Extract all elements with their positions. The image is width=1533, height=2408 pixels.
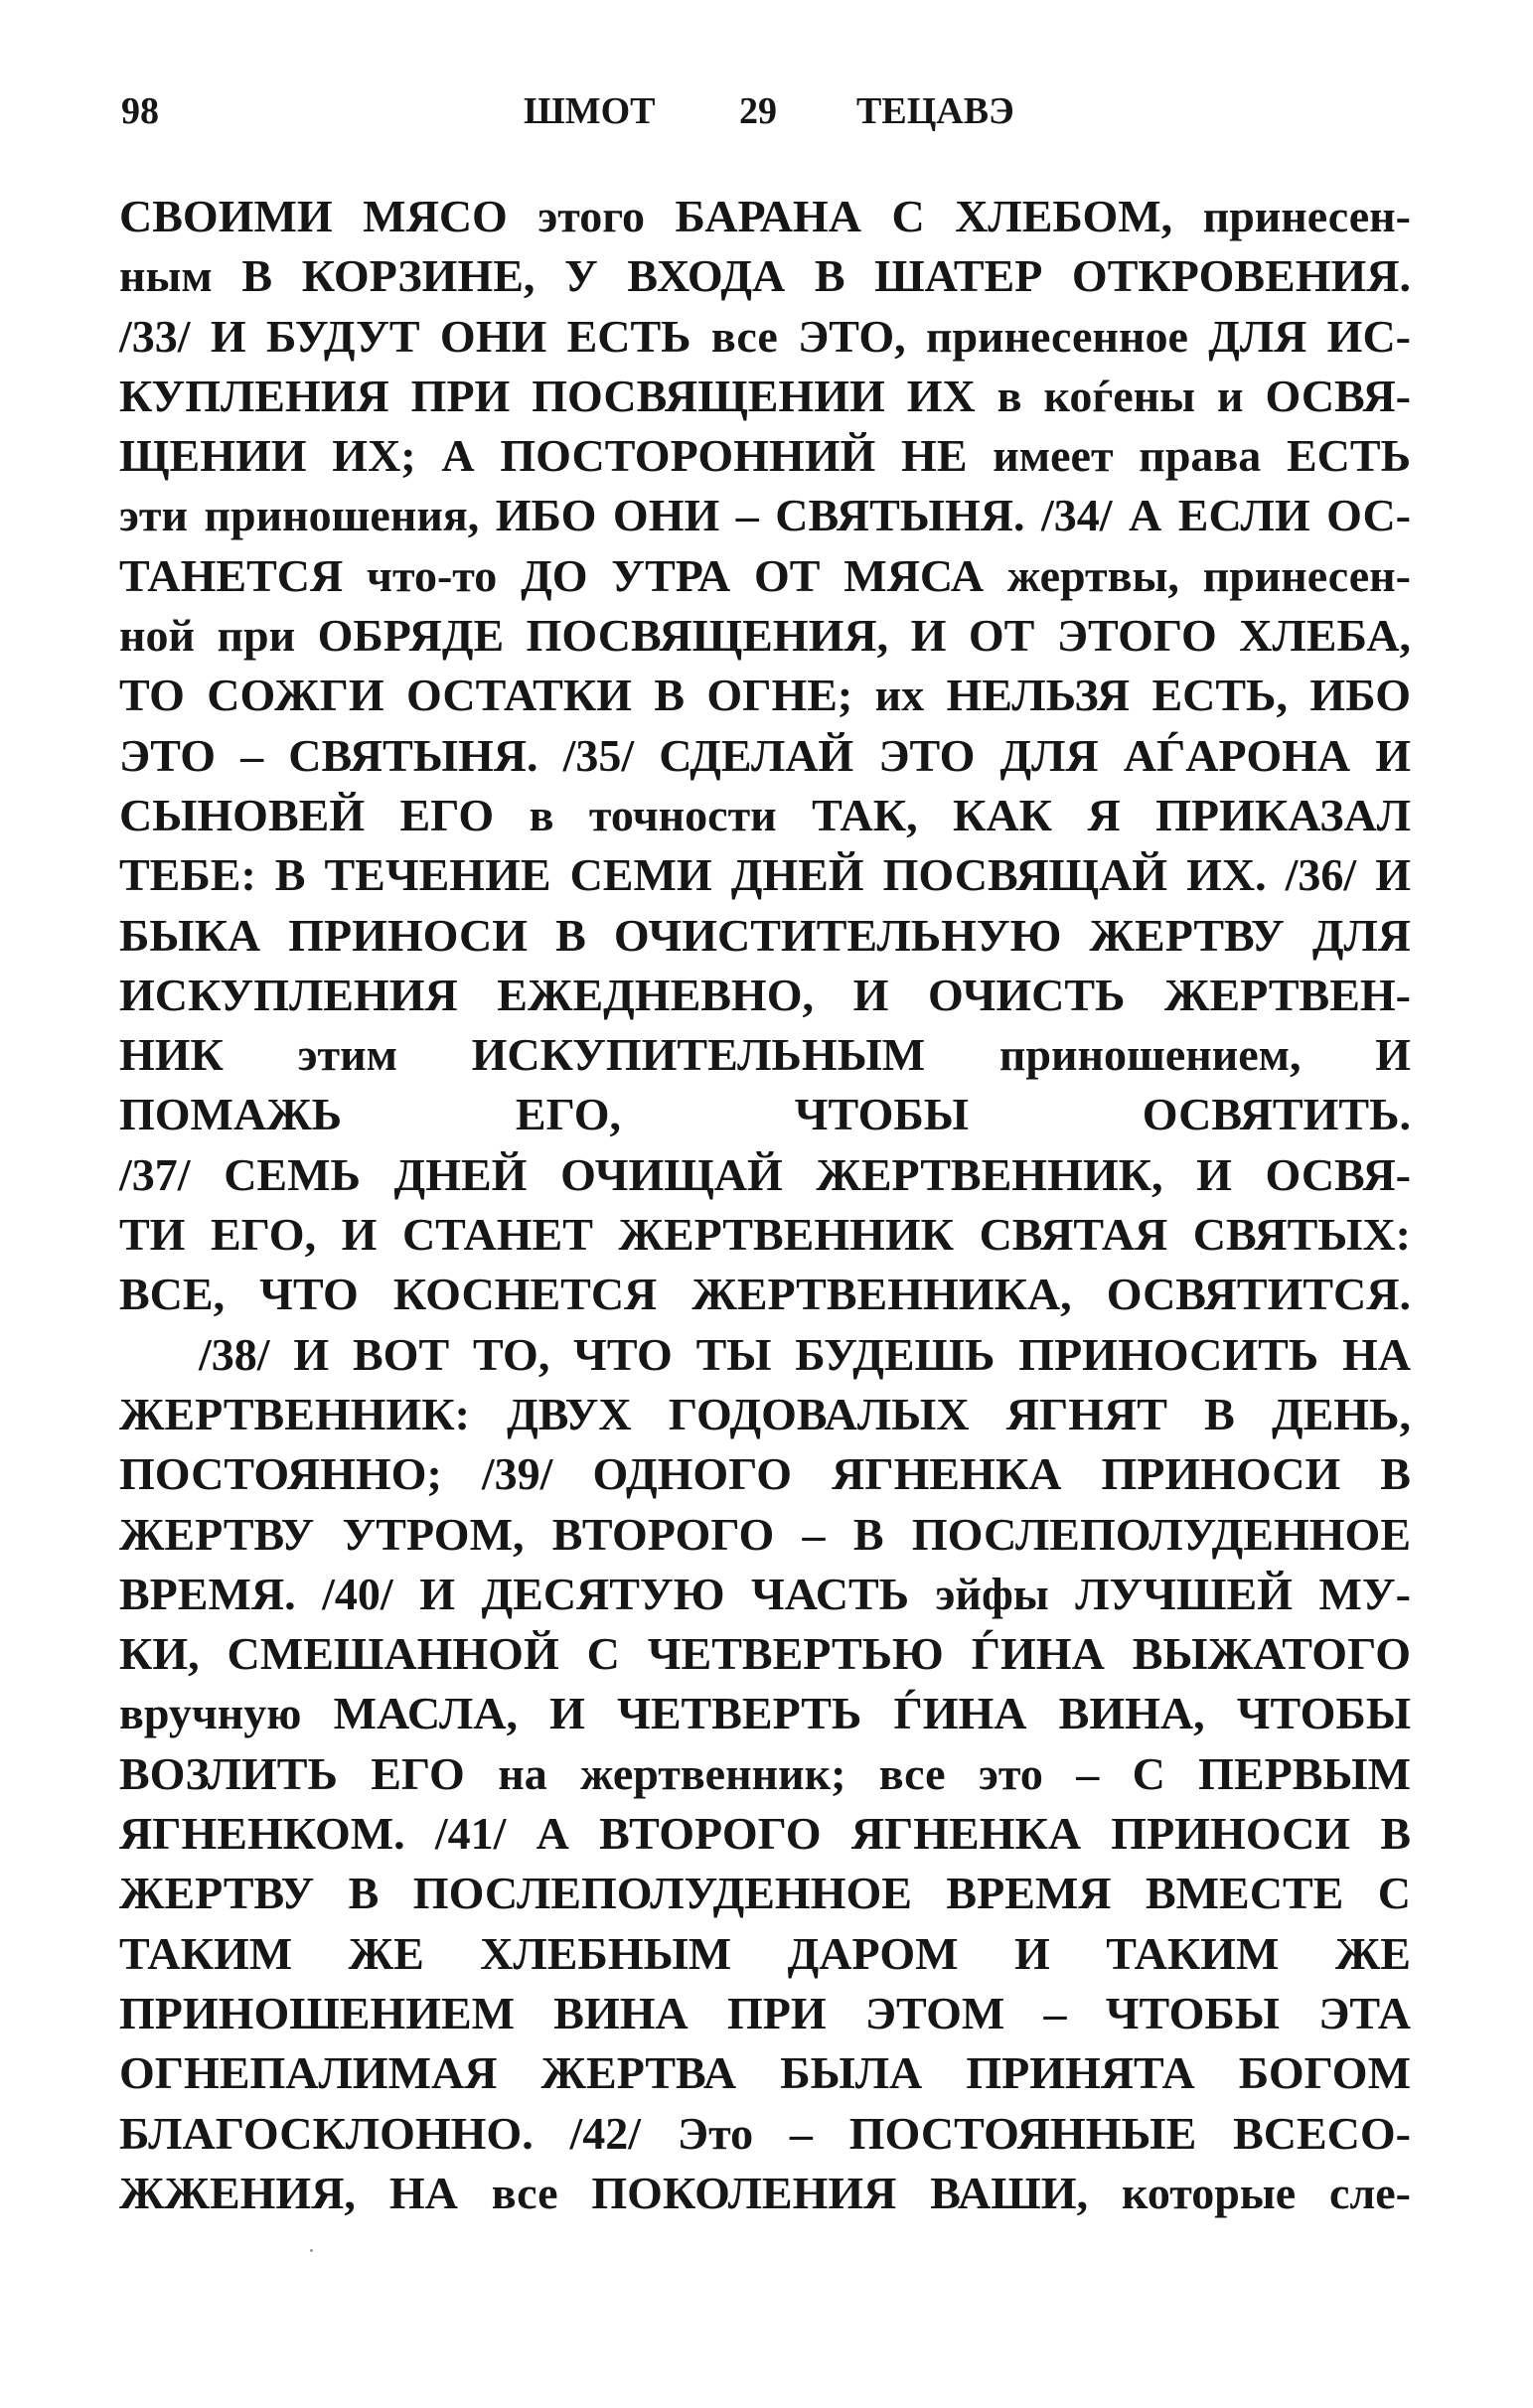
body-text: [119, 187, 1411, 2223]
text-line: СЫНОВЕЙ ЕГО в точности ТАК, КАК Я ПРИКАЗАЛ: [119, 789, 1411, 840]
text-line: ВРЕМЯ. /40/ И ДЕСЯТУЮ ЧАСТЬ эйфы ЛУЧШЕЙ МУ-: [119, 1568, 1411, 1619]
text-line: ВСЕ, ЧТО КОСНЕТСЯ ЖЕРТВЕННИКА, ОСВЯТИТСЯ.: [119, 1269, 1411, 1320]
text-line: КУПЛЕНИЯ ПРИ ПОСВЯЩЕНИИ ИХ в коѓены и ОСВЯ-: [119, 370, 1411, 421]
section-title: ТЕЦАВЭ: [856, 90, 1014, 132]
text-line: НИК этим ИСКУПИТЕЛЬНЫМ приношением, И: [119, 1029, 1411, 1081]
text-line: ЖЖЕНИЯ, НА все ПОКОЛЕНИЯ ВАШИ, которые сле-: [119, 2167, 1411, 2218]
text-line: БЛАГОСКЛОННО. /42/ Это – ПОСТОЯННЫЕ ВСЕСО-: [119, 2107, 1411, 2159]
text-line: ПРИНОШЕНИЕМ ВИНА ПРИ ЭТОМ – ЧТОБЫ ЭТА: [119, 1987, 1411, 2038]
text-line: ЭТО – СВЯТЫНЯ. /35/ СДЕЛАЙ ЭТО ДЛЯ АЃАРОНА И: [119, 729, 1411, 781]
text-line: ПОСТОЯННО; /39/ ОДНОГО ЯГНЕНКА ПРИНОСИ В: [119, 1448, 1411, 1500]
text-line: ПОМАЖЬ ЕГО, ЧТОБЫ ОСВЯТИТЬ.: [119, 1089, 1411, 1140]
text-line: ЩЕНИИ ИХ; А ПОСТОРОННИЙ НЕ имеет права ЕСТЬ: [119, 430, 1411, 482]
book-title: ШМОТ: [524, 90, 656, 132]
text-line: эти приношения, ИБО ОНИ – СВЯТЫНЯ. /34/ А ЕСЛИ ОС-: [119, 490, 1411, 541]
text-line: ЖЕРТВЕННИК: ДВУХ ГОДОВАЛЫХ ЯГНЯТ В ДЕНЬ,: [119, 1388, 1411, 1439]
text-line: ИСКУПЛЕНИЯ ЕЖЕДНЕВНО, И ОЧИСТЬ ЖЕРТВЕН-: [119, 969, 1411, 1020]
text-line: СВОИМИ МЯСО этого БАРАНА С ХЛЕБОМ, принесен-: [119, 191, 1411, 241]
text-line: КИ, СМЕШАННОЙ С ЧЕТВЕРТЬЮ ЃИНА ВЫЖАТОГО: [119, 1628, 1411, 1680]
text-line: ТЕБЕ: В ТЕЧЕНИЕ СЕМИ ДНЕЙ ПОСВЯЩАЙ ИХ. /36/ И: [119, 849, 1411, 901]
chapter-number: 29: [739, 90, 777, 132]
text-line: ЖЕРТВУ УТРОМ, ВТОРОГО – В ПОСЛЕПОЛУДЕННОЕ: [119, 1508, 1411, 1560]
text-line: ТИ ЕГО, И СТАНЕТ ЖЕРТВЕННИК СВЯТАЯ СВЯТЫХ:: [119, 1209, 1411, 1261]
text-line: ТАНЕТСЯ что-то ДО УТРА ОТ МЯСА жертвы, принесен-: [119, 549, 1411, 601]
text-line: БЫКА ПРИНОСИ В ОЧИСТИТЕЛЬНУЮ ЖЕРТВУ ДЛЯ: [119, 909, 1411, 961]
text-line: ной при ОБРЯДЕ ПОСВЯЩЕНИЯ, И ОТ ЭТОГО ХЛЕБА,: [119, 610, 1411, 662]
scan-speck: [310, 2249, 313, 2252]
text-line: /37/ СЕМЬ ДНЕЙ ОЧИЩАЙ ЖЕРТВЕННИК, И ОСВЯ-: [119, 1148, 1411, 1200]
text-line: вручную МАСЛА, И ЧЕТВЕРТЬ ЃИНА ВИНА, ЧТОБЫ: [119, 1688, 1411, 1739]
text-line: ным В КОРЗИНЕ, У ВХОДА В ШАТЕР ОТКРОВЕНИЯ.: [119, 250, 1411, 302]
text-line: ЯГНЕНКОМ. /41/ А ВТОРОГО ЯГНЕНКА ПРИНОСИ В: [119, 1808, 1411, 1860]
page-number: 98: [121, 90, 159, 132]
running-header: [121, 81, 1413, 141]
text-line: ТАКИМ ЖЕ ХЛЕБНЫМ ДАРОМ И ТАКИМ ЖЕ: [119, 1927, 1411, 1979]
text-line: /33/ И БУДУТ ОНИ ЕСТЬ все ЭТО, принесенное ДЛЯ ИС-: [119, 310, 1411, 362]
text-line: /38/ И ВОТ ТО, ЧТО ТЫ БУДЕШЬ ПРИНОСИТЬ НА: [199, 1328, 1411, 1380]
text-line: ОГНЕПАЛИМАЯ ЖЕРТВА БЫЛА ПРИНЯТА БОГОМ: [119, 2047, 1411, 2099]
text-line: ТО СОЖГИ ОСТАТКИ В ОГНЕ; их НЕЛЬЗЯ ЕСТЬ, ИБО: [119, 670, 1411, 721]
text-line: ВОЗЛИТЬ ЕГО на жертвенник; все это – С ПЕРВЫМ: [119, 1747, 1411, 1799]
text-line: ЖЕРТВУ В ПОСЛЕПОЛУДЕННОЕ ВРЕМЯ ВМЕСТЕ С: [119, 1868, 1411, 1919]
